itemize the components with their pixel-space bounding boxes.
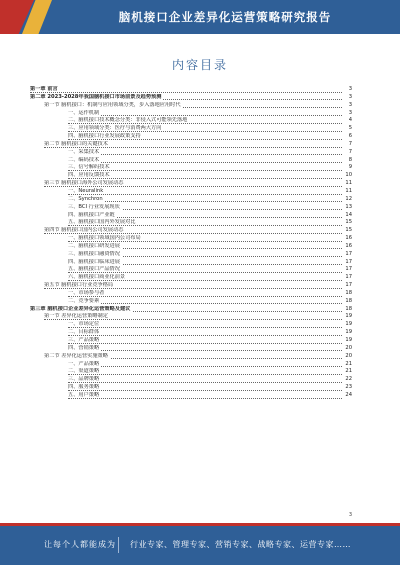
toc-entry-text: 二、编码技术 bbox=[68, 156, 100, 163]
toc-entry[interactable] bbox=[30, 251, 352, 259]
toc-entry-text: 第三章 脑机接口企业差异化运营策略及建议 bbox=[30, 305, 131, 312]
toc-entry-page: 6 bbox=[348, 133, 352, 140]
toc-leader-dots bbox=[68, 321, 342, 328]
toc-entry[interactable] bbox=[30, 212, 352, 220]
toc-entry-page: 19 bbox=[345, 313, 352, 320]
toc-entry-page: 8 bbox=[348, 156, 352, 163]
toc-entry-page: 3 bbox=[348, 93, 352, 100]
toc-entry-page: 16 bbox=[345, 242, 352, 249]
toc-entry[interactable] bbox=[30, 196, 352, 204]
toc-entry[interactable] bbox=[30, 125, 352, 133]
toc-entry[interactable] bbox=[30, 133, 352, 141]
toc-entry[interactable] bbox=[30, 227, 352, 235]
toc-leader-dots bbox=[30, 86, 342, 93]
toc-entry-text: 二、脑机接口研发进展 bbox=[68, 242, 120, 249]
toc-entry[interactable] bbox=[30, 219, 352, 227]
toc-entry-page: 21 bbox=[345, 360, 352, 367]
toc-entry-text: 四、营销策略 bbox=[68, 344, 100, 351]
toc-entry[interactable] bbox=[30, 204, 352, 212]
toc-entry-text: 一、运作机制 bbox=[68, 109, 100, 116]
toc-leader-dots bbox=[68, 290, 342, 297]
toc-entry[interactable] bbox=[30, 313, 352, 321]
table-of-contents bbox=[30, 86, 352, 400]
toc-entry-page: 22 bbox=[345, 376, 352, 383]
toc-entry-text: 第一节 差异化运营策略制定 bbox=[44, 313, 108, 320]
toc-entry[interactable] bbox=[30, 353, 352, 361]
toc-entry-page: 19 bbox=[345, 329, 352, 336]
toc-entry[interactable] bbox=[30, 376, 352, 384]
toc-leader-dots bbox=[68, 188, 342, 195]
toc-entry-text: 五、用户策略 bbox=[68, 391, 100, 398]
toc-entry-text: 第五节 脑机接口行业竞争格局 bbox=[44, 282, 114, 289]
toc-entry[interactable] bbox=[30, 86, 352, 94]
toc-entry-page: 15 bbox=[345, 227, 352, 234]
toc-entry-page: 18 bbox=[345, 297, 352, 304]
toc-entry-text: 三、产品策略 bbox=[68, 337, 100, 343]
toc-leader-dots bbox=[68, 368, 342, 375]
footer-slogan-left: 让每个人都能成为 bbox=[44, 540, 116, 549]
toc-entry[interactable] bbox=[30, 290, 352, 298]
toc-leader-dots bbox=[68, 384, 342, 391]
toc-entry-page: 20 bbox=[345, 344, 352, 351]
toc-entry-text: 一、产品策略 bbox=[68, 360, 100, 367]
toc-entry-page: 11 bbox=[345, 187, 352, 194]
toc-entry[interactable] bbox=[30, 361, 352, 369]
toc-entry[interactable] bbox=[30, 149, 352, 157]
toc-title: 内容目录 bbox=[171, 58, 228, 72]
toc-entry[interactable] bbox=[30, 298, 352, 306]
toc-entry-page: 18 bbox=[345, 305, 352, 312]
page-number: 3 bbox=[348, 512, 352, 518]
toc-entry-text: 四、脑机接口临床进展 bbox=[68, 258, 120, 265]
toc-entry-page: 20 bbox=[345, 352, 352, 359]
toc-entry-page: 5 bbox=[348, 125, 352, 132]
toc-entry[interactable] bbox=[30, 306, 352, 314]
toc-entry-text: 第三节 脑机接口海外公司发展动态 bbox=[44, 180, 124, 187]
toc-entry[interactable] bbox=[30, 180, 352, 188]
toc-entry-text: 一、脑机接口领域国内公司布局 bbox=[68, 235, 141, 242]
report-title: 脑机接口企业差异化运营策略研究报告 bbox=[118, 10, 332, 24]
toc-entry-text: 五、脑机接口产品情况 bbox=[68, 266, 120, 273]
toc-entry-page: 3 bbox=[348, 86, 352, 92]
toc-entry[interactable] bbox=[30, 345, 352, 353]
toc-leader-dots bbox=[68, 157, 342, 164]
toc-entry[interactable] bbox=[30, 110, 352, 118]
toc-entry-page: 10 bbox=[345, 172, 352, 179]
toc-entry-page: 3 bbox=[348, 101, 352, 108]
toc-entry[interactable] bbox=[30, 259, 352, 267]
toc-entry[interactable] bbox=[30, 274, 352, 282]
toc-entry-page: 23 bbox=[345, 384, 352, 391]
toc-leader-dots bbox=[68, 345, 342, 352]
toc-leader-dots bbox=[68, 329, 342, 336]
toc-entry-page: 12 bbox=[345, 195, 352, 202]
toc-entry-text: 二、竞争要素 bbox=[68, 297, 100, 304]
toc-entry-text: 一、市场定位 bbox=[68, 321, 100, 328]
toc-entry[interactable] bbox=[30, 117, 352, 125]
toc-leader-dots bbox=[68, 376, 342, 383]
toc-leader-dots bbox=[68, 196, 342, 203]
toc-entry[interactable] bbox=[30, 337, 352, 345]
toc-entry-page: 13 bbox=[345, 203, 352, 210]
toc-entry-page: 17 bbox=[345, 258, 352, 265]
toc-entry-page: 4 bbox=[348, 117, 352, 124]
toc-leader-dots bbox=[68, 298, 342, 305]
toc-entry-page: 16 bbox=[345, 235, 352, 242]
toc-entry-text: 第一节 脑机接口：机制与应用领域分类，步入落地应用时代 bbox=[44, 101, 181, 108]
report-header bbox=[0, 0, 400, 34]
toc-entry-page: 19 bbox=[345, 321, 352, 328]
toc-leader-dots bbox=[68, 149, 342, 156]
toc-entry-text: 三、信号解码技术 bbox=[68, 164, 110, 171]
toc-entry-text: 第二节 差异化运营实施策略 bbox=[44, 352, 108, 359]
toc-entry-page: 17 bbox=[345, 282, 352, 289]
footer-divider bbox=[118, 537, 119, 553]
toc-entry-text: 四、服务策略 bbox=[68, 384, 100, 391]
toc-entry-text: 四、应用反馈技术 bbox=[68, 172, 110, 179]
footer-red-stripe bbox=[0, 523, 400, 526]
toc-entry-page: 21 bbox=[345, 368, 352, 375]
toc-entry-page: 17 bbox=[345, 274, 352, 281]
toc-entry-text: 二、渠道策略 bbox=[68, 368, 100, 375]
toc-entry[interactable] bbox=[30, 282, 352, 290]
toc-entry-text: 三、应用领域分类：医疗与消费两大方向 bbox=[68, 125, 162, 132]
toc-leader-dots bbox=[68, 337, 342, 344]
toc-entry-page: 14 bbox=[345, 211, 352, 218]
toc-entry-text: 二、目标群体 bbox=[68, 329, 100, 336]
toc-entry[interactable] bbox=[30, 188, 352, 196]
toc-entry-page: 3 bbox=[348, 109, 352, 116]
toc-entry-text: 一、采集技术 bbox=[68, 148, 100, 155]
toc-leader-dots bbox=[68, 361, 342, 368]
toc-entry-page: 17 bbox=[345, 250, 352, 257]
toc-entry-text: 一、市场参与者 bbox=[68, 289, 105, 296]
toc-entry-text: 三、品牌策略 bbox=[68, 376, 100, 383]
toc-entry-text: 六、脑机接口商业化前景 bbox=[68, 274, 126, 281]
toc-entry-text: 二、Synchron bbox=[68, 195, 103, 202]
toc-entry-page: 7 bbox=[348, 148, 352, 155]
toc-entry-page: 9 bbox=[348, 164, 352, 171]
toc-entry-text: 四、脑机接口产业链 bbox=[68, 211, 115, 218]
report-footer bbox=[0, 523, 400, 565]
toc-leader-dots bbox=[68, 392, 342, 399]
toc-entry[interactable] bbox=[30, 94, 352, 102]
toc-entry-page: 11 bbox=[345, 180, 352, 187]
toc-entry[interactable] bbox=[30, 384, 352, 392]
toc-entry-text: 四、脑机接口行业发展政策支持 bbox=[68, 133, 141, 140]
toc-entry[interactable] bbox=[30, 329, 352, 337]
toc-entry[interactable] bbox=[30, 172, 352, 180]
toc-entry-text: 五、脑机接口国内外发展对比 bbox=[68, 219, 136, 226]
toc-entry-text: 第四节 脑机接口国内公司发展动态 bbox=[44, 227, 124, 234]
toc-entry-page: 7 bbox=[348, 140, 352, 147]
toc-entry-text: 三、BCI 行业发展现状 bbox=[68, 203, 120, 210]
toc-entry-text: 第二章 2023-2028年我国脑机接口市场前景及趋势预测 bbox=[30, 93, 162, 100]
toc-entry-page: 19 bbox=[345, 337, 352, 343]
toc-entry[interactable] bbox=[30, 102, 352, 110]
toc-entry[interactable] bbox=[30, 368, 352, 376]
toc-entry-text: 一、Neuralink bbox=[68, 187, 104, 194]
toc-leader-dots bbox=[68, 110, 342, 117]
toc-entry-page: 18 bbox=[345, 289, 352, 296]
toc-entry[interactable] bbox=[30, 157, 352, 165]
toc-entry[interactable] bbox=[30, 164, 352, 172]
toc-entry[interactable] bbox=[30, 392, 352, 400]
footer-slogan-right: 行业专家、管理专家、营销专家、战略专家、运营专家…… bbox=[130, 540, 351, 549]
toc-entry-text: 二、脑机接口技术概念分类：非侵入式可能领先落地 bbox=[68, 117, 188, 124]
toc-entry-page: 15 bbox=[345, 219, 352, 226]
toc-entry-text: 第二节 脑机接口的关键技术 bbox=[44, 140, 108, 147]
toc-entry-page: 24 bbox=[345, 391, 352, 398]
toc-entry[interactable] bbox=[30, 141, 352, 149]
toc-entry-text: 第一章 前言 bbox=[30, 86, 58, 92]
toc-entry[interactable] bbox=[30, 235, 352, 243]
toc-entry-text: 三、脑机接口融资情况 bbox=[68, 250, 120, 257]
toc-entry[interactable] bbox=[30, 266, 352, 274]
toc-entry[interactable] bbox=[30, 243, 352, 251]
toc-entry-page: 17 bbox=[345, 266, 352, 273]
toc-entry[interactable] bbox=[30, 321, 352, 329]
